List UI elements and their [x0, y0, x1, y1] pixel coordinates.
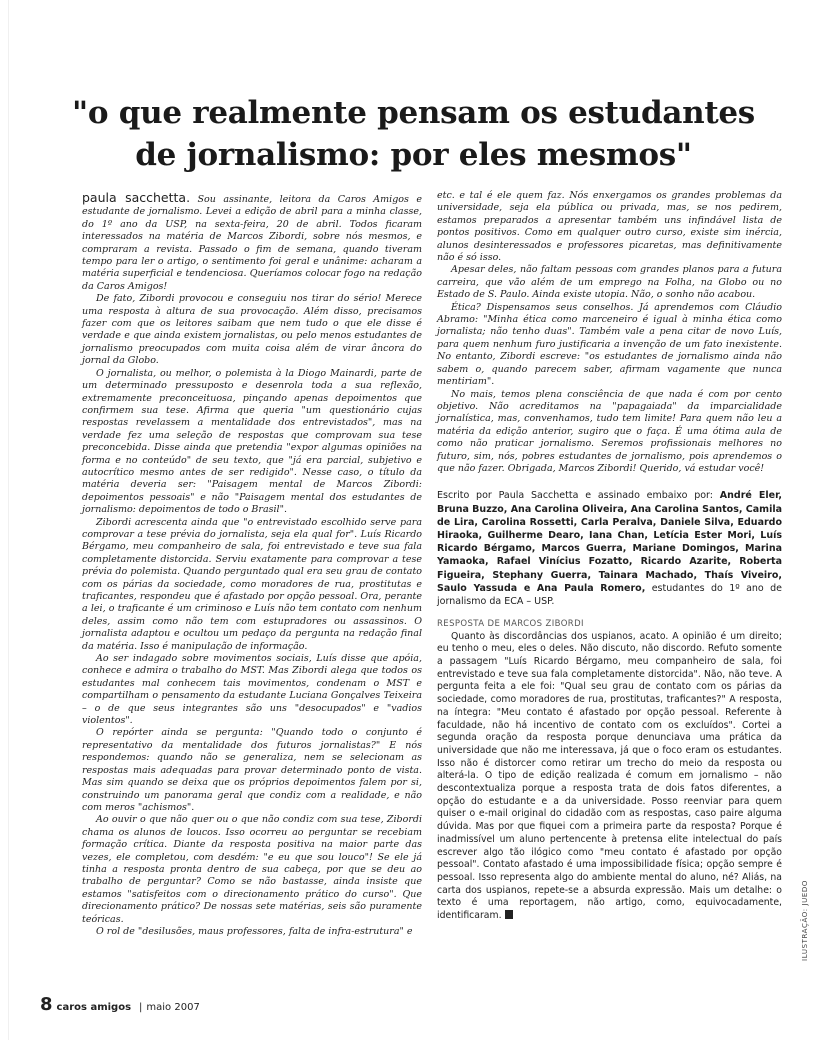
- body-paragraph: O jornalista, ou melhor, o polemista à la Diogo Mainardi, parte de um determinado pressuposto e desenrola toda a sua reflexão, extremamente preconceituosa, pinçando apenas depoimentos que confirmem sua tese. Afirma que queria "um questionário cujas respostas revelassem a mentalidade dos entrevistados", mas na verdade fez uma seleção de respostas que comprovam sua tese preconcebida. Disse ainda que pretendia "expor algumas opiniões na forma e no conteúdo" de seu texto, que "já era parcial, subjetivo e autocrítico mesmo antes de ser redigido". Nesse caso, o título da matéria deveria ser: "Paisagem mental de Marcos Zibordi: depoimentos pessoais" e não "Paisagem mental dos estudantes de jornalismo: depoimentos de todo o Brasil".: [82, 367, 422, 516]
- reply-text: Quanto às discordâncias dos uspianos, acato. A opinião é um direito; eu tenho o meu, eles o deles. Não discuto, não discordo. Refuto somente a passagem "Luís Ricardo Bérgamo, meu companheiro de sala, foi entrevistado e teve sua fala completamente distorcida". Não, não teve. A pergunta feita a ele foi: "Qual seu grau de contato com os párias da sociedade, como moradores de rua, prostitutas, traficantes?" A resposta, na íntegra: "Meu contato é afastado por opção pessoal. Referente à faculdade, não há incentivo de contato com os excluídos". Cortei a segunda oração da resposta porque denunciava uma prática da universidade que não me interessava, já que o foco eram os estudantes. Isso não é distorcer como retirar um trecho do meio da resposta ou alterá-la. O tipo de edição realizada é comum em jornalismo – não descontextualiza porque a resposta trata de dois fatos diferentes, a opção do estudante e a da universidade. Posso reenviar para quem quiser o e-mail original do cidadão com as respostas, caso paire alguma dúvida. Mas por que fiquei com a primeira parte da resposta? Porque é inadmissível um aluno pertencente à pretensa elite intelectual do país escrever algo tão ilógico como "meu contato é afastado por opção pessoal". Contato afastado é uma impossibilidade física; opção sempre é pessoal. Isso representa algo do ambiente mental do aluno, né? Aliás, na carta dos uspianos, repete-se a absurda expressão. Mais um detalhe: o texto é uma reportagem, não artigo, como, equivocadamente, identificaram.: [437, 630, 782, 922]
- signatories-credit: [437, 489, 782, 608]
- reply-heading: RESPOSTA DE MARCOS ZIBORDI: [437, 619, 584, 630]
- article-title: [0, 92, 827, 176]
- article-title-line-2: de jornalismo: por eles mesmos": [135, 137, 692, 173]
- left-column: [82, 192, 422, 938]
- page-footer: [40, 994, 200, 1015]
- intro-text: Sou assinante, leitora da Caros Amigos e estudante de jornalismo. Levei a edição de abril para a minha classe, do 1º ano da USP, na sexta-feira, 20 de abril. Todos ficaram interessados na matéria de Marcos Zibordi, sobre nós mesmos, e compraram a revista. Passado o fim de semana, quando tiveram tempo para ler o artigo, o sentimento foi geral e unânime: acharam a matéria superficial e tendenciosa. Queríamos colocar fogo na redação da Caros Amigos!: [82, 194, 422, 292]
- footer-separator: |: [139, 1002, 143, 1013]
- body-paragraph: Zibordi acrescenta ainda que "o entrevistado escolhido serve para comprovar a tese prévia do jornalista, seja ela qual for". Luís Ricardo Bérgamo, meu companheiro de sala, foi entrevistado e teve sua fala completamente distorcida. Serviu exatamente para comprovar a tese prévia do polemista. Quando perguntado qual era seu grau de contato com os párias da sociedade, como moradores de rua, prostitutas e traficantes, respondeu que é afastado por opção pessoal. Ora, perante a lei, o traficante é um criminoso e Luís não tem contato com nenhum deles, assim como não tem com estupradores ou assassinos. O jornalista adaptou e ocultou um pedaço da pergunta na redação final da matéria. Isso é manipulação de informação.: [82, 516, 422, 652]
- magazine-name: caros amigos: [56, 1002, 132, 1013]
- body-paragraph: Ética? Dispensamos seus conselhos. Já aprendemos com Cláudio Abramo: "Minha ética como marceneiro é igual à minha ética como jornalista; não tenho duas". Também vale a pena citar de novo Luís, para quem nenhum furo justificaria a invenção de um fato inexistente. No entanto, Zibordi escreve: "os estudantes de jornalismo ainda não sabem o, quando parecem saber, afirmam vagamente que nunca mentiriam".: [437, 301, 782, 388]
- page-number: 8: [40, 994, 53, 1015]
- issue-date: maio 2007: [146, 1002, 200, 1013]
- reply-paragraph: [437, 631, 782, 923]
- body-paragraph: Ao ouvir o que não quer ou o que não condiz com sua tese, Zibordi chama os alunos de loucos. Isso ocorreu ao perguntar se recebiam formação crítica. Diante da resposta positiva na maior parte das vezes, ele completou, com desdém: "e eu que sou louco"! Se ele já tinha a resposta pronta dentro de sua cabeça, por que se deu ao trabalho de perguntar? Como se não bastasse, ainda insiste que estamos "satisfeitos com o direcionamento prático do curso". Que direcionamento prático? De nossas sete matérias, seis são puramente teóricas.: [82, 814, 422, 925]
- body-paragraph: No mais, temos plena consciência de que nada é com por cento objetivo. Não acreditamos na "papagaiada" da imparcialidade jornalística, mas, convenhamos, tudo tem limite! Para quem não leu a matéria da edição anterior, sugiro que o faça. É uma ótima aula de como não praticar jornalismo. Seremos profissionais melhores no futuro, sim, nós, pobres estudantes de jornalismo, pois aprendemos o que não fazer. Obrigada, Marcos Zibordi! Querido, vá estudar você!: [437, 388, 782, 474]
- body-paragraph: De fato, Zibordi provocou e conseguiu nos tirar do sério! Merece uma resposta à altura de sua provocação. Além disso, precisamos fazer com que os leitores saibam que nem tudo o que ele disse é verdade e que ainda existem jornalistas, ou pelo menos estudantes de jornalismo preocupados com muita coisa além de virar âncora do jornal da Globo.: [82, 293, 422, 367]
- body-paragraph: Apesar deles, não faltam pessoas com grandes planos para a futura carreira, que vão além de um emprego na Folha, na Globo ou no Estado de S. Paulo. Ainda existe utopia. Não, o sonho não acabou.: [437, 264, 782, 301]
- intro-paragraph: [82, 192, 422, 293]
- author-name: paula sacchetta.: [82, 190, 191, 205]
- right-column: [437, 190, 782, 923]
- credit-names: André Eler, Bruna Buzzo, Ana Carolina Oliveira, Ana Carolina Santos, Camila de Lira, Carolina Rossetti, Carla Peralva, Daniele Silva, Eduardo Hiraoka, Guilherme Dearo, Iana Chan, Letícia Ester Mori, Luís Ricardo Bérgamo, Marcos Guerra, Mariane Domingos, Marina Yamaoka, Rafael Vinícius Fozatto, Ricardo Azarite, Roberta Figueira, Stephany Guerra, Tainara Machado, Thaís Viveiro, Saulo Yassuda e Ana Paula Romero,: [437, 490, 782, 594]
- body-paragraph: etc. e tal é ele quem faz. Nós enxergamos os grandes problemas da universidade, seja ela pública ou privada, mas, se nos pedirem, estamos preparados a apresentar também uns infindável lista de pontos positivos. Como em qualquer outro curso, existe sim inércia, alunos desinteressados e professores picaretas, mas definitivamente não é só isso.: [437, 190, 782, 264]
- body-paragraph: O repórter ainda se pergunta: "Quando todo o conjunto é representativo da mentalidade dos futuros jornalistas?" E nós respondemos: quando não se generaliza, nem se selecionam as respostas mais adequadas para provar determinado ponto de vista. Mas sim quando se deixa que os próprios depoimentos falem por si, construindo um panorama geral que condiz com a realidade, e não com meros "achismos".: [82, 727, 422, 813]
- credit-intro: Escrito por Paula Sacchetta e assinado embaixo por:: [437, 490, 713, 502]
- body-paragraph: Ao ser indagado sobre movimentos sociais, Luís disse que apóia, conhece e admira o trabalho do MST. Mas Zibordi alega que todos os estudantes mal conhecem tais movimentos, condenam o MST e compartilham o pensamento da estudante Luciana Gonçalves Teixeira – o de que seus integrantes são uns "desocupados" e "vadios violentos".: [82, 653, 422, 727]
- end-of-article-icon: [505, 910, 513, 919]
- credit-outro: estudantes do 1º ano de jornalismo da ECA – USP.: [437, 582, 782, 607]
- illustration-credit: ILUSTRAÇÃO: JUEDO: [801, 880, 809, 961]
- article-title-line-1: "o que realmente pensam os estudantes: [72, 95, 755, 131]
- body-paragraph: O rol de "desilusões, maus professores, falta de infra-estrutura" e: [96, 925, 413, 937]
